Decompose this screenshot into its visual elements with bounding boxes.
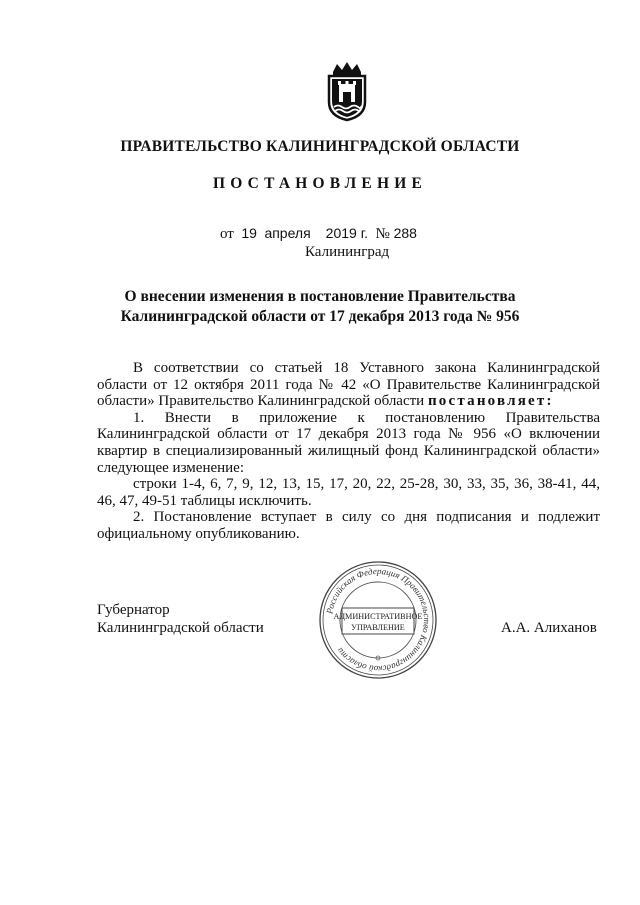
decree-word: постановляет: bbox=[427, 393, 554, 410]
signer-position-line-1: Губернатор bbox=[97, 602, 170, 618]
signer-position bbox=[97, 602, 264, 637]
signer-position-line-2: Калининградской области bbox=[97, 619, 264, 636]
body-paragraph-1: В соответствии со статьей 18 Уставного закона Калининградской области от 12 октября 2011 года № 42 «О Правительстве Калининградской области» Правительство Калининградской области постановляет: bbox=[97, 360, 600, 410]
body-paragraph-2: 1. Внести в приложение к постановлению Правительства Калининградской области от 17 декабря 2013 года № 956 «О включении квартир в специализированный жилищный фонд Калининградской области» следующее изменение: bbox=[97, 409, 600, 476]
official-stamp bbox=[316, 558, 440, 682]
document-body bbox=[97, 360, 600, 543]
body-paragraph-3: строки 1-4, 6, 7, 9, 12, 13, 15, 17, 20, 22, 25-28, 30, 33, 35, 36, 38-41, 44, 46, 47, 49-51 таблицы исключить. bbox=[97, 476, 600, 509]
date-month: апреля bbox=[264, 225, 311, 241]
date-number-line bbox=[220, 225, 417, 243]
stamp-ring-text: Российская Федерация Правительство Калининградской области bbox=[324, 565, 433, 675]
coat-of-arms-icon bbox=[323, 60, 371, 122]
document-number: 288 bbox=[393, 225, 417, 241]
number-prefix: № bbox=[375, 226, 390, 242]
subject-line-1: О внесении изменения в постановление Правительства bbox=[124, 288, 516, 305]
city: Калининград bbox=[305, 244, 390, 260]
document-type: ПОСТАНОВЛЕНИЕ bbox=[212, 175, 428, 192]
date-prefix: от bbox=[220, 226, 234, 242]
document-subject bbox=[90, 287, 550, 327]
stamp-center-line-1: АДМИНИСТРАТИВНОЕ bbox=[333, 612, 423, 621]
date-year: 2019 г. bbox=[325, 225, 368, 241]
government-title: ПРАВИТЕЛЬСТВО КАЛИНИНГРАДСКОЙ ОБЛАСТИ bbox=[120, 138, 520, 155]
body-paragraph-4: 2. Постановление вступает в силу со дня подписания и подлежит официальному опубликованию. bbox=[97, 509, 600, 542]
signer-name: А.А. Алиханов bbox=[501, 620, 597, 636]
stamp-center-line-2: УПРАВЛЕНИЕ bbox=[351, 623, 405, 632]
subject-line-2: Калининградской области от 17 декабря 2013 года № 956 bbox=[120, 308, 520, 325]
date-day: 19 bbox=[241, 225, 257, 241]
